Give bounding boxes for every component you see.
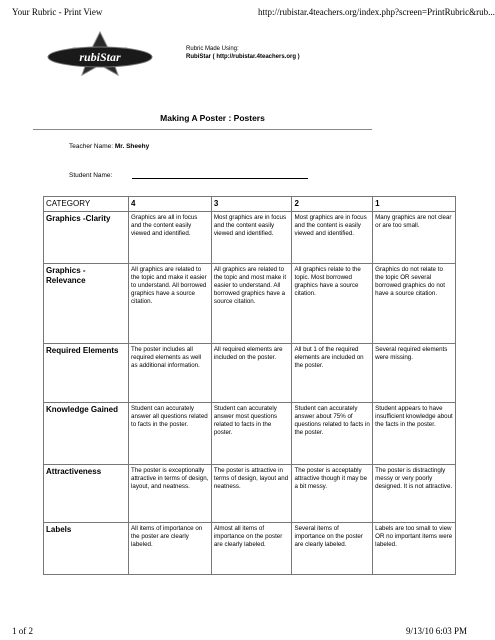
rubric-table: [43, 196, 456, 575]
row-category: Graphics - Relevance: [44, 264, 129, 344]
header-score-1: 1: [373, 197, 456, 212]
table-row: [44, 344, 456, 403]
table-row: [44, 403, 456, 465]
table-cell: All but 1 of the required elements are included on the poster.: [292, 344, 373, 403]
table-cell: Most graphics are in focus and the content easily viewed and identified.: [211, 212, 292, 264]
header-score-2: 2: [292, 197, 373, 212]
table-cell: All required elements are included on the poster.: [211, 344, 292, 403]
table-row: [44, 465, 456, 523]
teacher-value: Mr. Sheehy: [114, 143, 150, 150]
rubric-title: Making A Poster : Posters: [160, 113, 265, 123]
table-cell: Student can accurately answer most questions related to facts in the poster.: [211, 403, 292, 465]
teacher-name: [69, 143, 149, 150]
table-cell: Most graphics are in focus and the content is easily viewed and identified.: [292, 212, 373, 264]
table-cell: Student appears to have insufficient knowledge about the facts in the poster.: [373, 403, 456, 465]
header-score-4: 4: [129, 197, 212, 212]
table-cell: The poster is attractive in terms of design, layout and neatness.: [211, 465, 292, 523]
header-score-3: 3: [211, 197, 292, 212]
page-number: 1 of 2: [12, 626, 33, 636]
header-category: CATEGORY: [44, 197, 129, 212]
table-row: [44, 264, 456, 344]
table-cell: All graphics are related to the topic and most make it easier to understand. All borrowed graphics have a source citation.: [211, 264, 292, 344]
table-cell: The poster is exceptionally attractive in terms of design, layout, and neatness.: [129, 465, 212, 523]
table-row: [44, 523, 456, 575]
title-divider: [33, 129, 372, 130]
table-cell: All items of importance on the poster are clearly labeled.: [129, 523, 212, 575]
table-cell: Many graphics are not clear or are too small.: [373, 212, 456, 264]
row-category: Labels: [44, 523, 129, 575]
row-category: Required Elements: [44, 344, 129, 403]
table-cell: Labels are too small to view OR no important items were labeled.: [373, 523, 456, 575]
made-using-line2: RubiStar ( http://rubistar.4teachers.org ): [186, 54, 300, 60]
table-cell: Graphics are all in focus and the content easily viewed and identified.: [129, 212, 212, 264]
table-cell: Student can accurately answer about 75% of questions related to facts in the poster.: [292, 403, 373, 465]
print-datetime: 9/13/10 6:03 PM: [406, 626, 468, 636]
table-row: [44, 212, 456, 264]
table-cell: All graphics relate to the topic. Most borrowed graphics have a source citation.: [292, 264, 373, 344]
table-cell: Almost all items of importance on the poster are clearly labeled.: [211, 523, 292, 575]
table-cell: All graphics are related to the topic and make it easier to understand. All borrowed graphics have a source citation.: [129, 264, 212, 344]
table-cell: Several required elements were missing.: [373, 344, 456, 403]
made-using-note: [186, 45, 300, 61]
table-header-row: [44, 197, 456, 212]
student-name-blank: [132, 172, 308, 179]
table-cell: The poster is acceptably attractive though it may be a bit messy.: [292, 465, 373, 523]
student-label: Student Name:: [69, 172, 113, 179]
row-category: Knowledge Gained: [44, 403, 129, 465]
browser-page-url: http://rubistar.4teachers.org/index.php?screen=PrintRubric&rub...: [258, 7, 495, 17]
table-cell: Graphics do not relate to the topic OR several borrowed graphics do not have a source citation.: [373, 264, 456, 344]
student-name: [69, 172, 308, 179]
row-category: Attractiveness: [44, 465, 129, 523]
table-cell: The poster is distractingly messy or very poorly designed. It is not attractive.: [373, 465, 456, 523]
row-category: Graphics -Clarity: [44, 212, 129, 264]
logo-text: rubiStar: [79, 50, 121, 64]
rubistar-logo: [30, 30, 170, 80]
table-cell: The poster includes all required elements as well as additional information.: [129, 344, 212, 403]
table-cell: Several items of importance on the poster are clearly labeled.: [292, 523, 373, 575]
browser-page-title: Your Rubric - Print View: [12, 7, 103, 17]
made-using-line1: Rubric Made Using:: [186, 46, 239, 52]
teacher-label: Teacher Name:: [69, 143, 114, 150]
table-cell: Student can accurately answer all questions related to facts in the poster.: [129, 403, 212, 465]
